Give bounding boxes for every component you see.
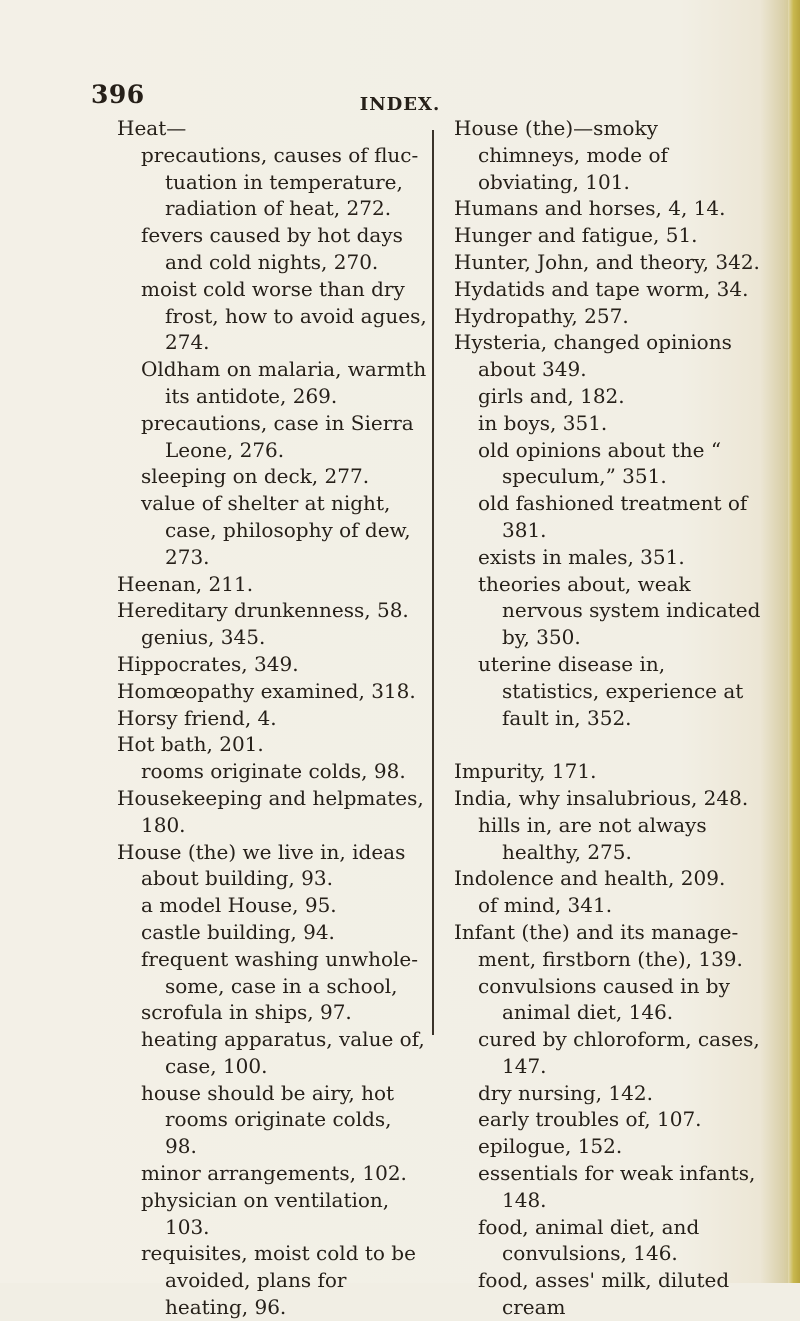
index-subentry: dry nursing, 142. xyxy=(478,1080,653,1105)
index-subentry: scrofula in ships, 97. xyxy=(141,1000,352,1025)
index-subentry: sleeping on deck, 277. xyxy=(141,464,370,489)
index-entry: Indolence and health, 209. xyxy=(454,866,726,891)
index-subentry: frequent washing unwholesome, case in a school, xyxy=(141,946,419,998)
index-entry: Humans and horses, 4, 14. xyxy=(454,196,726,221)
index-subentry: rooms originate colds, 98. xyxy=(141,759,406,784)
index-subentry: heating apparatus, value of, case, 100. xyxy=(141,1027,425,1078)
index-entry: India, why insalubrious, 248. xyxy=(454,785,749,810)
index-subentry: girls and, 182. xyxy=(478,383,625,408)
index-gap xyxy=(454,731,766,758)
index-subentry: value of shelter at night, case, philosophy of dew, 273. xyxy=(141,491,411,569)
index-subentry: of mind, 341. xyxy=(478,893,613,918)
index-subentry: exists in males, 351. xyxy=(478,544,685,569)
index-column-left xyxy=(117,115,427,1321)
index-subentry: fevers caused by hot days and cold nights, 270. xyxy=(141,223,403,274)
index-subentry: hills in, are not always healthy, 275. xyxy=(478,812,707,864)
index-subentry: requisites, moist cold to be avoided, plans for heating, 96. xyxy=(141,1241,416,1320)
index-entry: Hereditary drunkenness, 58. xyxy=(117,598,409,623)
index-subentry: epilogue, 152. xyxy=(478,1134,623,1159)
index-entry: Heenan, 211. xyxy=(117,571,254,596)
index-entry: Hydropathy, 257. xyxy=(454,303,629,328)
index-entry: Heat— xyxy=(117,116,187,140)
index-subentry: moist cold worse than dry frost, how to avoid agues, 274. xyxy=(141,276,427,355)
page-gutter-edge xyxy=(788,0,800,1283)
index-subentry: physician on ventilation, 103. xyxy=(141,1187,390,1239)
running-head: INDEX. xyxy=(359,94,441,115)
index-column-right xyxy=(454,115,766,1321)
index-entry: Hot bath, 201. xyxy=(117,732,264,757)
index-subentry: genius, 345. xyxy=(141,625,266,650)
index-subentry: theories about, weak nervous system indicated by, 350. xyxy=(478,571,761,650)
index-subentry: castle building, 94. xyxy=(141,919,335,944)
index-entry: Hippocrates, 349. xyxy=(117,651,299,676)
index-subentry: convulsions caused in by animal diet, 146. xyxy=(478,973,730,1025)
index-subentry: cured by chloroform, cases, 147. xyxy=(478,1027,760,1078)
index-entry: Infant (the) and its management, firstborn (the), 139. xyxy=(454,919,743,971)
index-subentry: minor arrangements, 102. xyxy=(141,1161,407,1186)
index-entry: Hysteria, changed opinions about 349. xyxy=(454,330,732,382)
index-subentry: precautions, case in Sierra Leone, 276. xyxy=(141,410,414,462)
index-entry: House (the)—smoky chimneys, mode of obviating, 101. xyxy=(454,116,668,194)
index-subentry: uterine disease in, statistics, experience at fault in, 352. xyxy=(478,651,744,730)
index-subentry: essentials for weak infants, 148. xyxy=(478,1161,756,1212)
index-subentry: a model House, 95. xyxy=(141,893,337,918)
index-subentry: food, animal diet, and convulsions, 146. xyxy=(478,1214,700,1266)
index-subentry: Oldham on malaria, warmth its antidote, 269. xyxy=(141,357,427,408)
index-subentry: food, asses' milk, diluted cream xyxy=(478,1268,730,1320)
index-subentry: old opinions about the “ speculum,” 351. xyxy=(478,437,722,489)
index-subentry: in boys, 351. xyxy=(478,410,608,435)
index-entry: Hydatids and tape worm, 34. xyxy=(454,276,749,301)
index-subentry: old fashioned treatment of 381. xyxy=(478,491,748,542)
index-entry: Horsy friend, 4. xyxy=(117,705,277,730)
index-entry: Homœopathy examined, 318. xyxy=(117,678,416,703)
page-number: 396 xyxy=(91,80,145,109)
column-divider xyxy=(432,130,434,1035)
index-entry: Impurity, 171. xyxy=(454,759,597,784)
index-entry: House (the) we live in, ideas about building, 93. xyxy=(117,839,406,891)
index-entry: Hunter, John, and theory, 342. xyxy=(454,249,760,274)
index-entry: Housekeeping and helpmates, 180. xyxy=(117,785,424,837)
index-subentry: early troubles of, 107. xyxy=(478,1107,702,1132)
index-subentry: house should be airy, hot rooms originate colds, 98. xyxy=(141,1080,395,1159)
index-entry: Hunger and fatigue, 51. xyxy=(454,223,698,248)
index-subentry: precautions, causes of fluctuation in temperature, radiation of heat, 272. xyxy=(141,142,419,221)
